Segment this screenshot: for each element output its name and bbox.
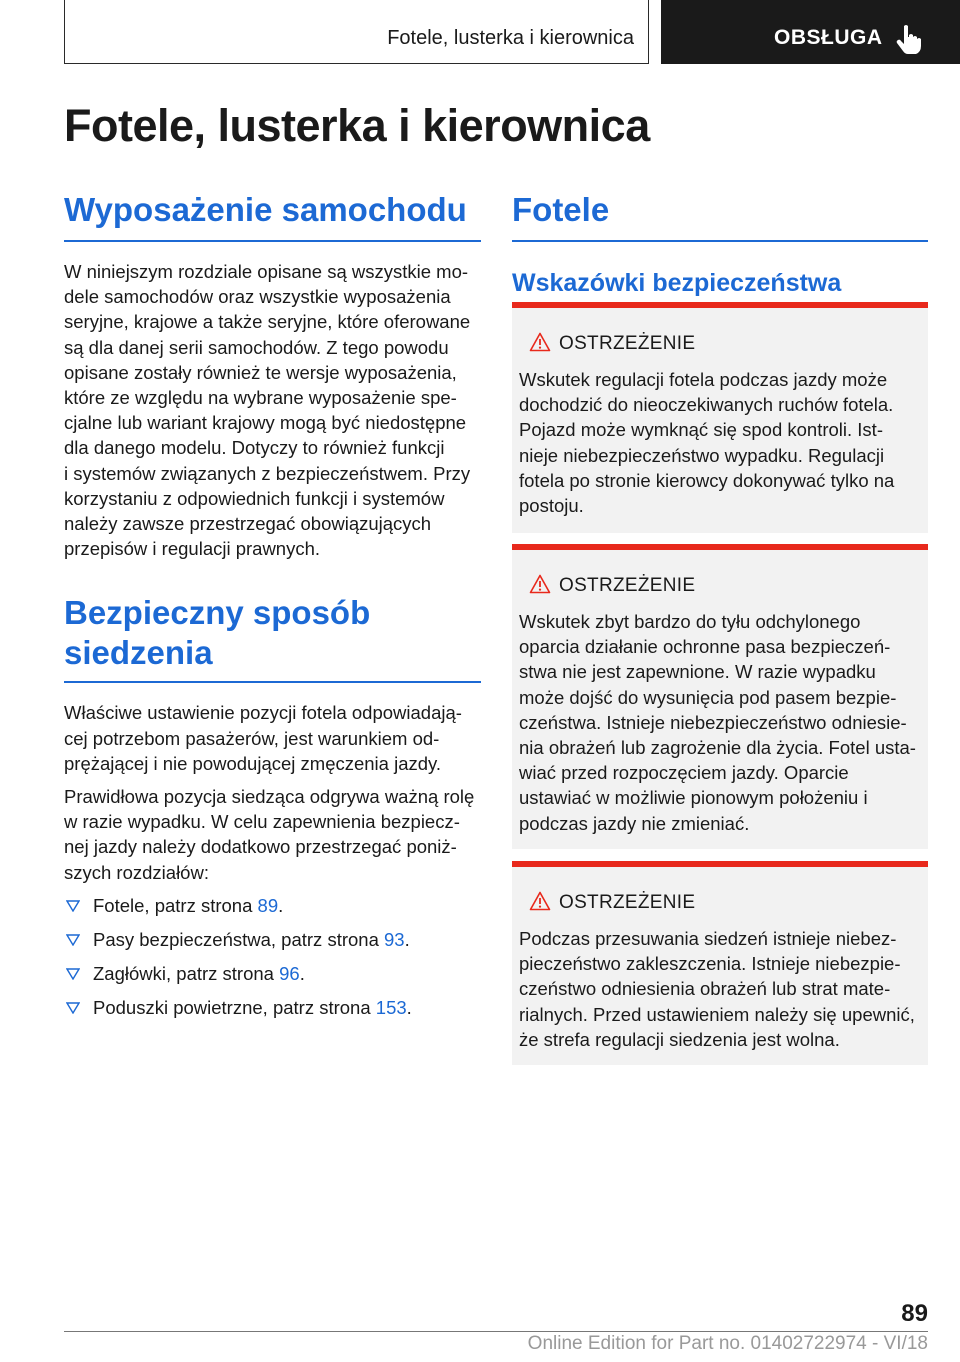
list-item: Fotele, patrz strona 89. — [64, 893, 481, 918]
footer-edition: Online Edition for Part no. 01402722974 - VI/18 — [527, 1333, 928, 1354]
triangle-bullet-icon — [66, 968, 80, 980]
warning-text: Podczas przesuwania siedzeń istnieje niebez‐ pieczeństwo zakleszczenia. Istnieje niebezpie‐ czeństwo odniesienia obrażeń lub strat mate‐ rialnych. Przed ustawieniem należy się upewnić, że strefa regulacji siedzenia jest wolna. — [519, 928, 915, 1050]
triangle-bullet-icon — [66, 1002, 80, 1014]
page-title: Fotele, lusterka i kierownica — [64, 100, 650, 151]
footer-divider — [64, 1331, 928, 1332]
warning-triangle-icon — [529, 891, 551, 911]
reference-list — [64, 893, 481, 1020]
right-column — [512, 190, 928, 298]
section-bezpieczny-sposob — [64, 593, 481, 1019]
page-link-89[interactable]: 89 — [257, 894, 279, 916]
heading-wyposazenie: Wyposażenie samochodu — [64, 190, 481, 242]
header-chapter-box — [64, 0, 649, 64]
paragraph-wlasciwe-ustawienie: Właściwe ustawienie pozycji fotela odpowiadają‐ cej potrzebom pasażerów, jest warunkiem od‐ prężającej i nie powodującej zmęczenia jazdy. — [64, 702, 462, 774]
header-section-tab[interactable] — [661, 0, 960, 64]
left-column — [64, 190, 481, 1029]
page-link-96[interactable]: 96 — [279, 962, 300, 984]
paragraph-prawidlowa-pozycja: Prawidłowa pozycja siedząca odgrywa ważną rolę w razie wypadku. W celu zapewnienia bezpiecz‐ nej jazdy należy dodatkowo przestrzegać poniż‐ szych rozdziałów: — [64, 786, 475, 883]
warning-box — [512, 544, 928, 849]
warning-triangle-icon — [529, 332, 551, 352]
warning-title: OSTRZEŻENIE — [559, 892, 696, 913]
subheading-wskazowki: Wskazówki bezpieczeństwa — [512, 269, 842, 297]
warning-triangle-icon — [529, 574, 551, 594]
warning-text: Wskutek regulacji fotela podczas jazdy może dochodzić do nieoczekiwanych ruchów fotela. Pojazd może wymknąć się spod kontroli. Ist‐ nieje niebezpieczeństwo wypadku. Regulacji fotela po stronie kierowcy dokonywać tylko na postoju. — [519, 369, 895, 517]
page-link-153[interactable]: 153 — [375, 996, 407, 1018]
page-number: 89 — [901, 1300, 928, 1327]
triangle-bullet-icon — [66, 934, 80, 946]
list-item: Zagłówki, patrz strona 96. — [64, 961, 481, 986]
list-item: Poduszki powietrzne, patrz strona 153. — [64, 995, 481, 1020]
page-link-93[interactable]: 93 — [384, 928, 405, 950]
triangle-bullet-icon — [66, 900, 80, 912]
warning-box — [512, 861, 928, 1065]
list-item: Pasy bezpieczeństwa, patrz strona 93. — [64, 927, 481, 952]
warning-box — [512, 302, 928, 533]
header-section-label: OBSŁUGA — [774, 26, 883, 49]
warning-title: OSTRZEŻENIE — [559, 333, 696, 354]
heading-bezpieczny-sposob: Bezpieczny sposób siedzenia — [64, 593, 481, 683]
header-chapter-title: Fotele, lusterka i kierownica — [387, 27, 634, 49]
pointing-hand-icon — [895, 24, 923, 54]
warning-text: Wskutek zbyt bardzo do tyłu odchylonego oparcia działanie ochronne pasa bezpieczeń‐ stwa nie jest zapewnione. W razie wypadku może dojść do wysunięcia pod pasem bezpie‐ czeństwa. Istnieje niebezpieczeństwo odniesie‐ nia obrażeń lub zagrożenie dla życia. Fotel usta‐ wiać przed rozpoczęciem jazdy. Oparcie ustawiać w możliwie pionowym położeniu i podczas jazdy nie zmieniać. — [519, 611, 916, 834]
paragraph-wyposazenie: W niniejszym rozdziale opisane są wszystkie mo‐ dele samochodów oraz wszystkie wyposażenia seryjne, krajowe a także seryjne, które oferowane są dla danej serii samochodów. Z tego powodu opisane zostały również te wersje wyposażenia, które ze względu na wybrane wyposażenie spe‐ cjalne lub wariant krajowy mogą być niedostępne dla danego modelu. Dotyczy to również funkcji i systemów związanych z bezpieczeństwem. Przy korzystaniu z odpowiednich funkcji i systemów należy zawsze przestrzegać obowiązujących przepisów i regulacji prawnych. — [64, 261, 471, 560]
heading-fotele: Fotele — [512, 190, 928, 242]
warning-title: OSTRZEŻENIE — [559, 575, 696, 596]
